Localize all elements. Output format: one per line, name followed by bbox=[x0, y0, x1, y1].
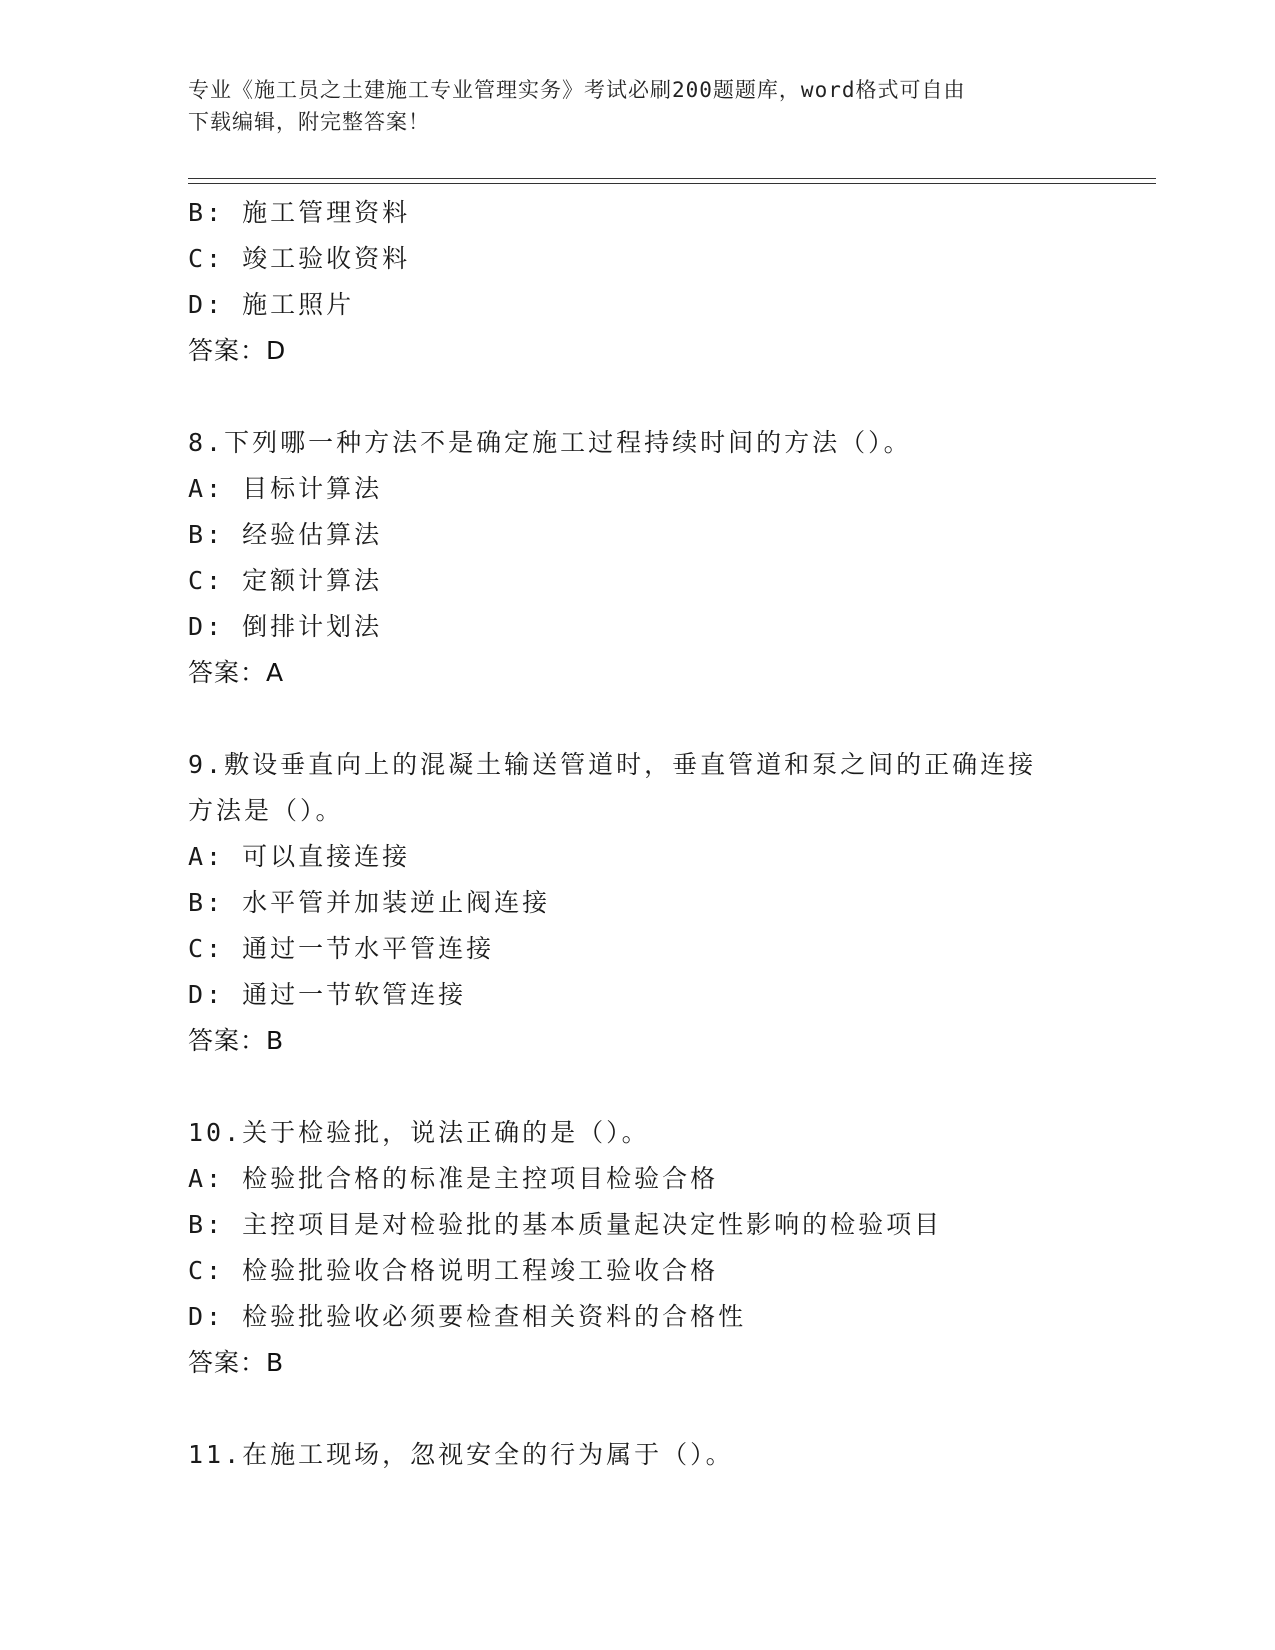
header-line-1: 专业《施工员之土建施工专业管理实务》考试必刷200题题库，word格式可自由 bbox=[188, 78, 966, 102]
option-d: D: 通过一节软管连接 bbox=[188, 980, 467, 1009]
option-a: A: 目标计算法 bbox=[188, 474, 383, 503]
answer-line: 答案：B bbox=[188, 1348, 285, 1377]
spacer bbox=[188, 696, 1148, 742]
header-line-2: 下载编辑，附完整答案！ bbox=[188, 110, 430, 134]
option-c: C: 检验批验收合格说明工程竣工验收合格 bbox=[188, 1256, 719, 1285]
answer-line: 答案：D bbox=[188, 336, 287, 365]
question-stem: 9.敷设垂直向上的混凝土输送管道时，垂直管道和泵之间的正确连接 bbox=[188, 750, 1037, 779]
option-c: C: 定额计算法 bbox=[188, 566, 383, 595]
question-content bbox=[188, 190, 1148, 1478]
question-8 bbox=[188, 420, 1148, 696]
option-d: D: 施工照片 bbox=[188, 290, 355, 319]
document-header bbox=[188, 74, 1088, 138]
option-c: C: 竣工验收资料 bbox=[188, 244, 411, 273]
spacer bbox=[188, 374, 1148, 420]
question-stem: 10.关于检验批，说法正确的是（）。 bbox=[188, 1118, 650, 1147]
option-b: B: 主控项目是对检验批的基本质量起决定性影响的检验项目 bbox=[188, 1210, 943, 1239]
question-stem-continued: 方法是（）。 bbox=[188, 796, 344, 825]
question-stem: 11.在施工现场，忽视安全的行为属于（）。 bbox=[188, 1440, 734, 1469]
continued-question bbox=[188, 190, 1148, 374]
header-divider-top bbox=[188, 178, 1156, 179]
option-a: A: 可以直接连接 bbox=[188, 842, 411, 871]
option-a: A: 检验批合格的标准是主控项目检验合格 bbox=[188, 1164, 719, 1193]
option-b: B: 经验估算法 bbox=[188, 520, 383, 549]
option-d: D: 倒排计划法 bbox=[188, 612, 383, 641]
answer-line: 答案：B bbox=[188, 1026, 285, 1055]
option-b: B: 施工管理资料 bbox=[188, 198, 411, 227]
header-divider-bottom bbox=[188, 183, 1156, 184]
option-d: D: 检验批验收必须要检查相关资料的合格性 bbox=[188, 1302, 747, 1331]
question-10 bbox=[188, 1110, 1148, 1386]
answer-line: 答案：A bbox=[188, 658, 285, 687]
question-9 bbox=[188, 742, 1148, 1064]
question-stem: 8.下列哪一种方法不是确定施工过程持续时间的方法（）。 bbox=[188, 428, 912, 457]
spacer bbox=[188, 1064, 1148, 1110]
question-11 bbox=[188, 1432, 1148, 1478]
option-c: C: 通过一节水平管连接 bbox=[188, 934, 495, 963]
option-b: B: 水平管并加装逆止阀连接 bbox=[188, 888, 551, 917]
spacer bbox=[188, 1386, 1148, 1432]
